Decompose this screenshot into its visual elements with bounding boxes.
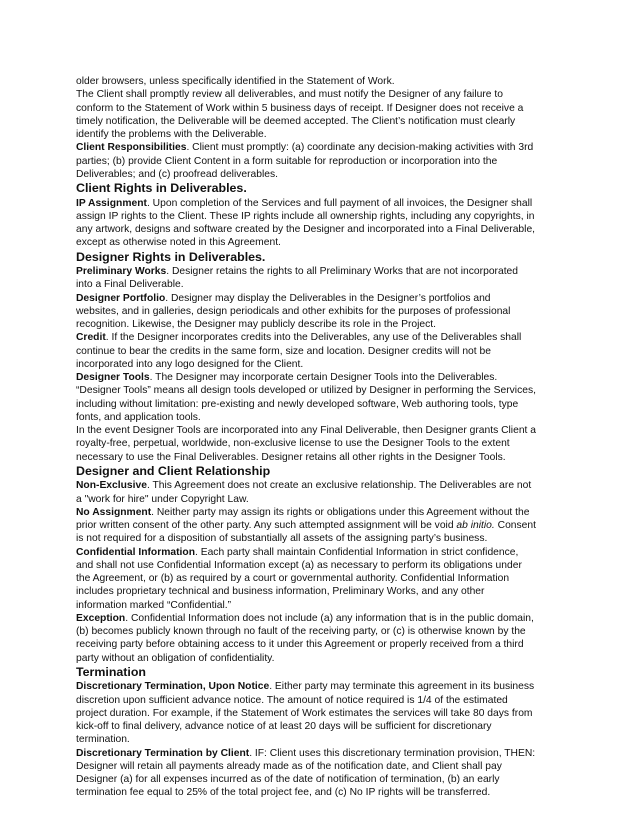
paragraph [76, 747, 536, 800]
clause-title: Exception [76, 612, 126, 624]
document-page [76, 75, 536, 800]
text-run: The Client shall promptly review all deliverables, and must notify the Designer of any failure to conform to the Statement of Work within 5 business days of receipt. If Designer does not receive a timely notification, the Deliverable will be deemed accepted. The Client’s notification must clearly identify the problems with the Deliverable. [76, 89, 524, 140]
clause-title: Preliminary Works [76, 266, 167, 277]
clause-title: Designer Tools [76, 372, 150, 383]
text-run: older browsers, unless specifically identified in the Statement of Work. [76, 76, 395, 87]
clause-title: Discretionary Termination by Client [76, 747, 250, 759]
text-run: . IF: Client uses this discretionary termination provision, THEN: Designer will retain all payments already made as of the notification date, and Client shall pay Designer (a) for all expenses incurred as of the date of notification of termination, (b) an early termination fee equal to 25% of the total project fee, and (c) No IP rights will be transferred. [76, 747, 536, 799]
section-heading [76, 665, 536, 681]
paragraph [76, 546, 536, 612]
paragraph [76, 680, 536, 746]
italic-term: ab initio. [456, 520, 495, 531]
text-run: Designer and Client Relationship [76, 463, 271, 478]
text-run: . Confidential Information does not include (a) any information that is in the public domain, (b) becomes publicly known through no fault of the receiving party, or (c) is otherwise known by the receiving party before obtaining access to it under this Agreement or properly received from a third party without an obligation of confidentiality. [76, 612, 534, 664]
text-run: . Designer may display the Deliverables in the Designer’s portfolios and websites, and in galleries, design periodicals and other exhibits for the purposes of professional recognition. Likewise, the Designer may publicly describe its role in the Project. [76, 292, 511, 330]
paragraph [76, 479, 536, 506]
text-run: . Either party may terminate this agreement in its business discretion upon sufficient advance notice. The amount of notice required is 1/4 of the estimated project duration. For example, if the Statement of Work estimates the services will take 80 days from kick-off to final delivery, advance notice of at least 20 days will be sufficient for discretionary termination. [76, 681, 535, 746]
paragraph [76, 265, 536, 292]
paragraph [76, 75, 536, 88]
paragraph [76, 88, 536, 141]
paragraph [76, 197, 536, 250]
clause-title: Designer Portfolio [76, 292, 166, 304]
paragraph [76, 424, 536, 464]
text-run: . If the Designer incorporates credits into the Deliverables, any use of the Deliverables shall continue to bear the credits in the same form, size and location. Designer credits will not be incorporated into any logo designed for the Client. [76, 332, 522, 370]
paragraph [76, 141, 536, 181]
text-run: Client Rights in Deliverables. [76, 181, 247, 195]
text-run: Designer Rights in Deliverables. [76, 249, 266, 264]
text-run: Termination [76, 664, 146, 679]
clause-title: Non-Exclusive [76, 480, 147, 492]
text-run: Consent is not required for a disposition of substantially all assets of the assigning party’s business. [76, 520, 536, 545]
clause-title: IP Assignment [76, 197, 147, 209]
section-heading [76, 464, 536, 480]
paragraph [76, 612, 536, 665]
text-run: In the event Designer Tools are incorporated into any Final Deliverable, then Designer grants Client a royalty-free, perpetual, worldwide, non-exclusive license to use the Designer Tools to the extent necessary to use the Final Deliverables. Designer retains all other rights in the Designer Tools. [76, 425, 536, 463]
text-run: . Designer retains the rights to all Preliminary Works that are not incorporated into a Final Deliverable. [76, 266, 519, 291]
clause-title: Discretionary Termination, Upon Notice [76, 681, 270, 693]
clause-title: Confidential Information [76, 546, 195, 558]
text-run: . Upon completion of the Services and full payment of all invoices, the Designer shall assign IP rights to the Client. These IP rights include all ownership rights, including any copyrights, in any artwork, designs and software created by the Designer and incorporated into a Final Deliverable, except as otherwise noted in this Agreement. [76, 197, 536, 249]
paragraph [76, 371, 536, 424]
text-run: . This Agreement does not create an exclusive relationship. The Deliverables are not a "work for hire" under Copyright Law. [76, 480, 532, 505]
text-run: . Neither party may assign its rights or obligations under this Agreement without the prior written consent of the other party. Any such attempted assignment will be void [76, 506, 530, 531]
clause-title: Client Responsibilities [76, 142, 187, 154]
text-run: . The Designer may incorporate certain Designer Tools into the Deliverables. “Designer Tools” means all design tools developed or utilized by Designer in performing the Services, including without limitation: pre-existing and newly developed software, Web authoring tools, type fonts, and application tools. [76, 372, 536, 423]
clause-title: Credit [76, 332, 106, 344]
clause-title: No Assignment [76, 506, 152, 518]
text-run: . Client must promptly: (a) coordinate any decision-making activities with 3rd parties; (b) provide Client Content in a form suitable for reproduction or incorporation into the Deliverables; and (c) proofread deliverables. [76, 142, 534, 180]
text-run: . Each party shall maintain Confidential Information in strict confidence, and shall not use Confidential Information except (a) as necessary to perform its obligations under the Agreement, or (b) as required by a court or governmental authority. Confidential Information includes proprietary technical and business information, Preliminary Works, and any other information marked “Confidential.” [76, 546, 522, 611]
paragraph [76, 506, 536, 546]
paragraph [76, 292, 536, 332]
paragraph [76, 331, 536, 371]
section-heading [76, 250, 536, 266]
section-heading [76, 181, 536, 197]
